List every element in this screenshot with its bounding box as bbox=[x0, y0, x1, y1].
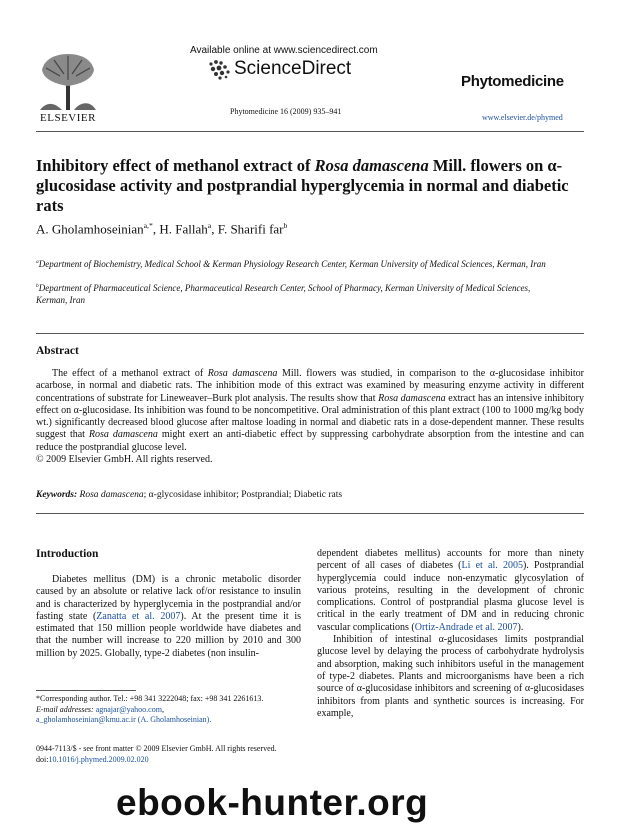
journal-url-link[interactable]: www.elsevier.de/phymed bbox=[482, 113, 563, 122]
author-name: H. Fallah bbox=[159, 221, 208, 237]
left-column-text: Diabetes mellitus (DM) is a chronic metabolic disorder caused by an absolute or relative lack of/or resistance to insulin and is characterized by hyperglycemia in the postprandial and/or fasting state (Zanatta et al. 2007). At the present time it is estimated that 150 million people worldwide have diabetes and that the number will increase to 220 million by 2010 and 300 million by 2025. Globally, type-2 diabetes (non insulin- bbox=[36, 574, 302, 659]
author-name: A. Gholamhoseinian bbox=[36, 221, 144, 237]
affiliation-a: $^a$Department of Biochemistry, Medical School & Kerman Physiology Research Center, Kerman University of Medical Sciences, Kerman, Iran bbox=[36, 259, 546, 269]
journal-name: Phytomedicine bbox=[461, 73, 564, 90]
abstract-heading: Abstract bbox=[36, 345, 79, 357]
section-divider bbox=[36, 333, 584, 334]
reference-link[interactable]: Zanatta et al. 2007 bbox=[96, 610, 181, 622]
author-list: A. Gholamhoseinian$^{a,*}$, H. Fallah$^a$, F. Sharifi far$^b$ bbox=[36, 221, 288, 237]
article-title: Inhibitory effect of methanol extract of Rosa damascena Mill. flowers on α-glucosidase activity and postprandial hyperglycemia in normal and diabetic rats bbox=[36, 156, 569, 215]
publisher-name: ELSEVIER bbox=[40, 112, 96, 124]
affiliation-b: $^b$Department of Pharmaceutical Science, Pharmaceutical Research Center, School of Pharmacy, Kerman University of Medical Sciences, Kerman, Iran bbox=[36, 283, 531, 306]
watermark-text: ebook-hunter.org bbox=[116, 782, 429, 823]
elsevier-tree-logo bbox=[36, 50, 100, 112]
right-column-text: dependent diabetes mellitus) accounts for more than ninety percent of all cases of diabetes (Li et al. 2005). Postprandial hyperglycemia could induce non-enzymatic glycosylation of various proteins, resulting in the development of chronic complications. Control of postprandial plasma glucose level is critical in the early treatment of DM and in reducing chronic vascular complications (Ortiz-Andrade et al. 2007). Inhibition of intestinal α-glucosidases limits postprandial glucose level by delaying the process of carbohydrate hydrolysis and absorption, making such inhibitors useful in the management of type-2 diabetes. Plants and microorganisms have been a rich source of α-glucosidase inhibitors and screening of α-glucosidases inhibitors from plants and synthetic sources is increasing. For example, bbox=[317, 548, 585, 719]
sciencedirect-dots-icon bbox=[207, 58, 233, 82]
email-link[interactable]: agnajar@yahoo.com bbox=[95, 704, 162, 714]
journal-citation: Phytomedicine 16 (2009) 935–941 bbox=[230, 107, 342, 116]
header-divider bbox=[36, 131, 584, 132]
doi-link[interactable]: 10.1016/j.phymed.2009.02.020 bbox=[48, 754, 149, 764]
section-divider bbox=[36, 513, 584, 514]
reference-link[interactable]: Li et al. 2005 bbox=[461, 560, 523, 572]
abstract-text: The effect of a methanol extract of Rosa damascena Mill. flowers was studied, in comparison to the α-glucosidase inhibitor acarbose, in normal and diabetic rats. The inhibition mode of this extract was examined by measuring enzyme activity in different concentrations of substrate for Lineweaver–Burk plot analysis. The results show that Rosa damascena extract has an intensive inhibitory effect on α-glucosidase. Its inhibition was found to be noncompetitive. Oral administration of this plant extract (100 to 1000 mg/kg body wt.) significantly decreased blood glucose after maltose loading in normal and diabetic rats in a dose-dependent manner. These results suggest that Rosa damascena might exert an anti-diabetic effect by suppressing carbohydrate absorption from the intestine and can reduce the postprandial glucose level. © 2009 Elsevier GmbH. All rights reserved. bbox=[36, 368, 584, 466]
footnote-divider bbox=[36, 690, 136, 691]
email-link[interactable]: a_gholamhoseinian@kmu.ac.ir bbox=[36, 715, 136, 724]
copyright-line: © 2009 Elsevier GmbH. All rights reserved. bbox=[36, 454, 213, 466]
available-online-text: Available online at www.sciencedirect.com bbox=[190, 45, 378, 56]
issn-line: 0944-7113/$ - see front matter © 2009 Elsevier GmbH. All rights reserved. doi:10.1016/j.phymed.2009.02.020 bbox=[36, 744, 277, 764]
reference-link[interactable]: Ortiz-Andrade et al. 2007 bbox=[414, 621, 518, 633]
keywords-line: Keywords: Rosa damascena; α-glycosidase inhibitor; Postprandial; Diabetic rats bbox=[36, 490, 343, 500]
footnote: *Corresponding author. Tel.: +98 341 3222048; fax: +98 341 2261613. E-mail addresses: agnajar@yahoo.com, a_gholamhoseinian@kmu.ac.ir (A. Gholamhoseinian). bbox=[36, 694, 264, 724]
introduction-heading: Introduction bbox=[36, 548, 99, 560]
sciencedirect-wordmark: ScienceDirect bbox=[234, 58, 352, 79]
author-name: F. Sharifi far bbox=[217, 221, 284, 237]
